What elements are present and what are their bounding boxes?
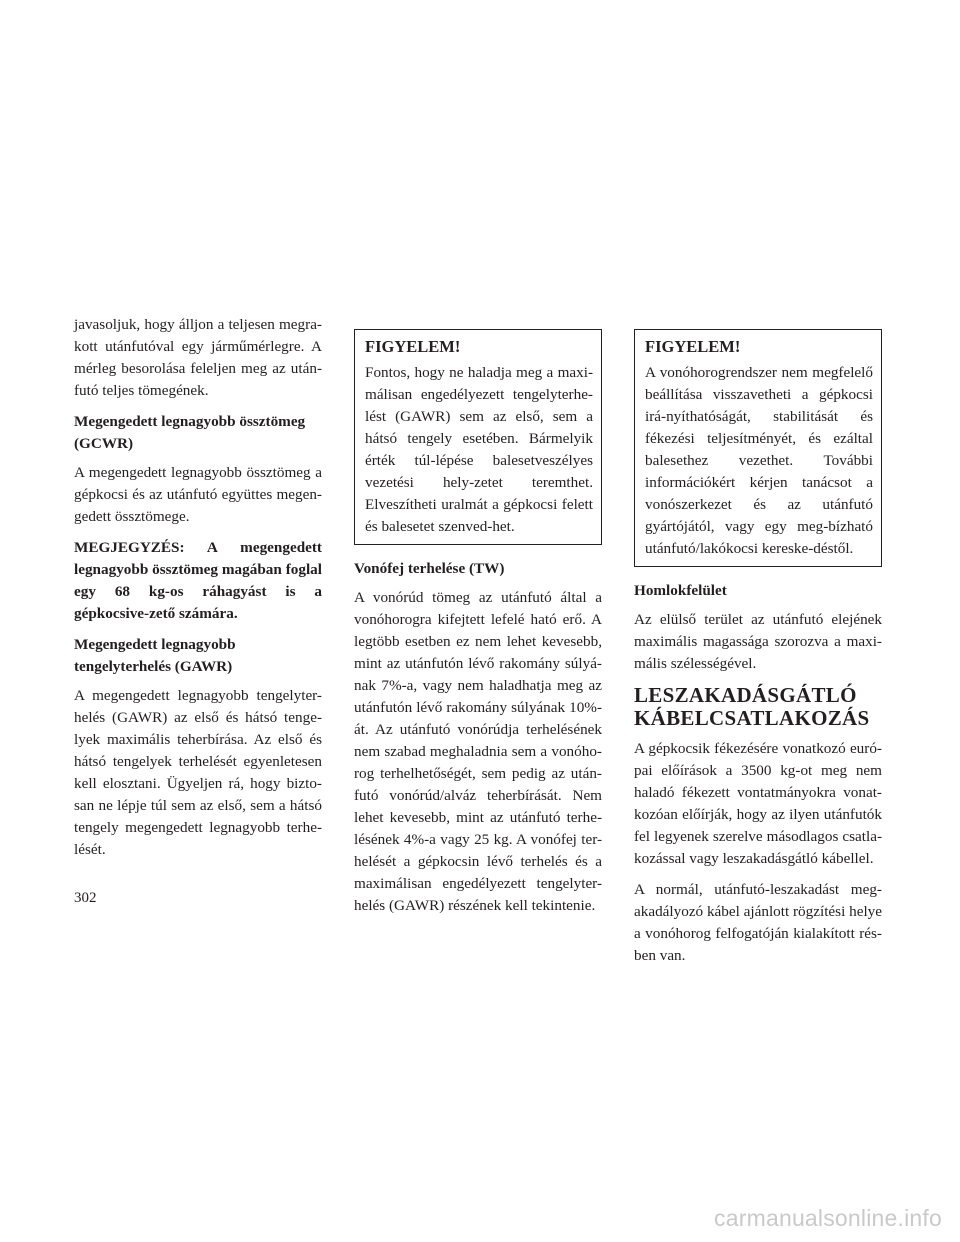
gawr-paragraph: A megengedett legnagyobb tengelyter-helés (GAWR) az első és hátsó tenge-lyek maximális teherbírása. Az első és hátsó tengelyek terhelését egyenletesen kell elosztani. Ügyeljen rá, hogy bizto-san ne lépje túl sem az első, sem a hátsó tengely megengedett legnagyobb terhe-lését. <box>74 687 322 858</box>
breakaway-paragraph-2: A normál, utánfutó-leszakadást meg-akadályozó kábel ajánlott rögzítési helye a vonóhorog felfogatóján kialakított rés-ben van. <box>634 881 882 964</box>
column-left <box>74 314 322 870</box>
watermark: carmanualsonline.info <box>714 1205 942 1231</box>
tw-paragraph: A vonórúd tömeg az utánfutó által a vonóhorogra kifejtett lefelé ható erő. A legtöbb esetben ez nem lehet kevesebb, mint az utánfutón lévő rakomány súlyá-nak 7%-a, vagy nem haladhatja meg az utánfutón lévő rakomány súlyának 10%-át. Az utánfutó vonórúdja terhelésének nem szabad meghaladnia sem a vonóho-rog terhelhetőségét, sem pedig az után-futó vonórúd/alváz teherbírását. Nem lehet kevesebb, mint az utánfutó terhe-lésének 4%-a vagy 25 kg. A vonófej ter-helését a gépkocsin lévő terhelés és a maximálisan engedélyezett tengelyter-helés (GAWR) részének kell tekintenie. <box>354 589 602 914</box>
gcwr-heading: Megengedett legnagyobb össztömeg (GCWR) <box>74 413 306 452</box>
warning-text: A vonóhorogrendszer nem megfelelő beállítása visszavetheti a gépkocsi irá-nyíthatóságát, stabilitását és fékezési teljesítményét, és ezáltal balesethez vezethet. További információkért kérjen tanácsot a vonószerkezet és az utánfutó gyártójától, vagy egy meg-bízható utánfutó/lakókocsi kereske-déstől. <box>645 364 873 557</box>
frontal-area-paragraph: Az elülső terület az utánfutó elejének maximális magassága szorozva a maxi-mális szélességével. <box>634 611 882 672</box>
warning-box-hitch <box>634 329 882 567</box>
note-paragraph: MEGJEGYZÉS: A megengedett legnagyobb össztömeg magában foglal egy 68 kg-os ráhagyást is a gépkocsive-zető számára. <box>74 539 322 622</box>
warning-box-gawr <box>354 329 602 545</box>
gcwr-paragraph: A megengedett legnagyobb össztömeg a gépkocsi és az utánfutó együttes megen-gedett össztömege. <box>74 464 322 525</box>
frontal-area-heading: Homlokfelület <box>634 582 727 599</box>
tw-heading: Vonófej terhelése (TW) <box>354 560 505 577</box>
intro-paragraph: javasoljuk, hogy álljon a teljesen megra-kott utánfutóval egy járműmérlegre. A mérleg besorolása feleljen meg az után-futó teljes tömegének. <box>74 316 322 399</box>
page-number: 302 <box>74 890 97 906</box>
warning-text: Fontos, hogy ne haladja meg a maxi-málisan engedélyezett tengelyterhe-lést (GAWR) sem az első, sem a hátsó tengely esetében. Bármelyik érték túl-lépése balesetveszélyes vezetési hely-zetet teremthet. Elveszítheti uralmát a gépkocsi felett és balesetet szenved-het. <box>365 364 593 535</box>
breakaway-paragraph-1: A gépkocsik fékezésére vonatkozó euró-pai előírások a 3500 kg-ot meg nem haladó fékezett vontatmányokra vonat-kozóan előírják, hogy az ilyen utánfutók fel legyenek szerelve másodlagos csatla-kozással vagy leszakadásgátló kábellel. <box>634 740 882 867</box>
column-right <box>634 314 882 976</box>
section-title: LESZAKADÁSGÁTLÓ KÁBELCSATLAKOZÁS <box>634 683 870 730</box>
warning-title: FIGYELEM! <box>645 337 741 356</box>
warning-title: FIGYELEM! <box>365 337 461 356</box>
gawr-heading: Megengedett legnagyobb tengelyterhelés (GAWR) <box>74 636 236 675</box>
column-middle <box>354 314 602 926</box>
